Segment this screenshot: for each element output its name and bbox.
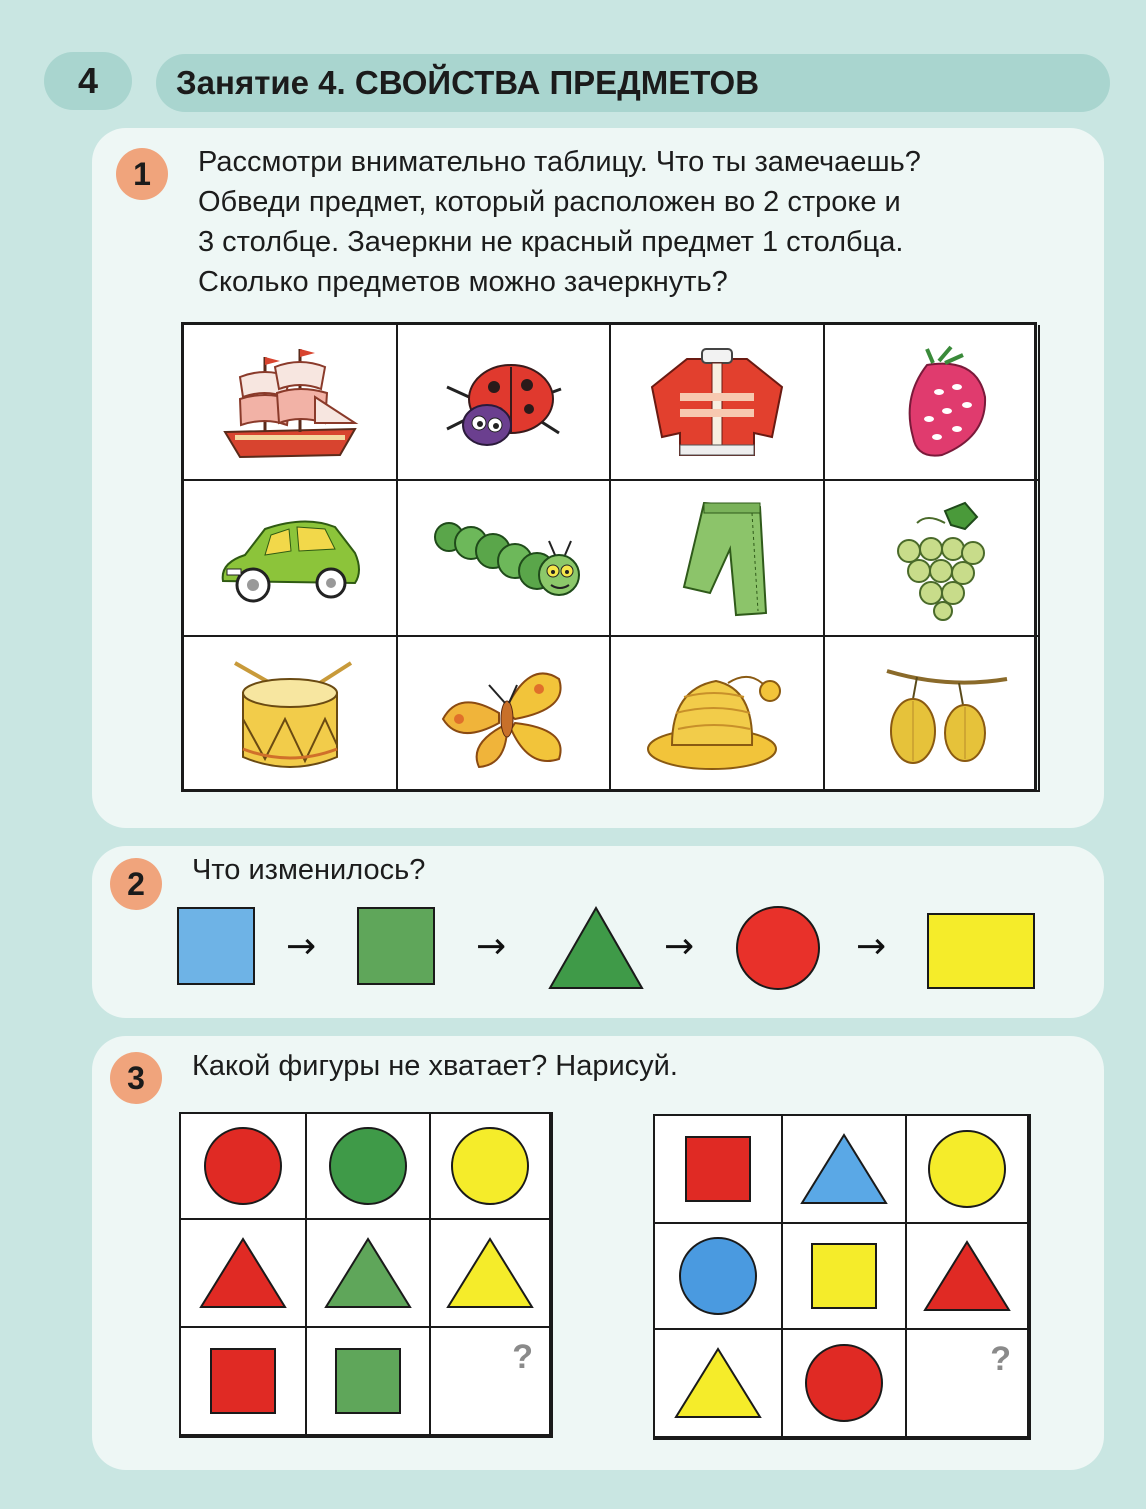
picture-cell[interactable] bbox=[825, 637, 1040, 792]
picture-cell[interactable] bbox=[184, 325, 398, 481]
shape-cell bbox=[181, 1220, 307, 1328]
shape-cell bbox=[307, 1114, 431, 1220]
trousers-icon bbox=[632, 493, 802, 623]
picture-cell[interactable] bbox=[611, 325, 825, 481]
red-square bbox=[211, 1349, 275, 1413]
sequence-shape bbox=[550, 908, 642, 988]
grapes-icon bbox=[847, 493, 1017, 623]
task1-number: 1 bbox=[116, 148, 168, 200]
yellow-circle bbox=[929, 1131, 1005, 1207]
sequence-shape bbox=[928, 914, 1034, 988]
shape-sequence bbox=[170, 900, 1050, 1000]
picture-cell[interactable] bbox=[184, 637, 398, 792]
shape-cell bbox=[307, 1220, 431, 1328]
shape-cell bbox=[307, 1328, 431, 1436]
task2-question: Что изменилось? bbox=[192, 854, 426, 886]
strawberry-icon bbox=[847, 337, 1017, 467]
shape-cell bbox=[431, 1114, 551, 1220]
shape-cell bbox=[907, 1116, 1029, 1224]
lesson-title-bar bbox=[156, 54, 1110, 112]
shape-cell bbox=[655, 1330, 783, 1438]
sequence-shape bbox=[178, 908, 254, 984]
picture-cell[interactable] bbox=[398, 481, 611, 637]
shape-cell bbox=[783, 1330, 907, 1438]
shape-cell bbox=[181, 1114, 307, 1220]
caterpillar-icon bbox=[419, 493, 589, 623]
picture-cell[interactable] bbox=[398, 325, 611, 481]
picture-cell[interactable] bbox=[611, 481, 825, 637]
blue-circle bbox=[680, 1238, 756, 1314]
shape-cell bbox=[783, 1224, 907, 1330]
red-triangle bbox=[201, 1239, 285, 1307]
task1-line: Рассмотри внимательно таблицу. Что ты замечаешь? bbox=[198, 146, 921, 178]
page-number: 4 bbox=[44, 52, 132, 110]
sequence-arrow: → bbox=[476, 926, 507, 967]
question-mark: ? bbox=[990, 1340, 1011, 1378]
right-shape-grid bbox=[653, 1114, 1031, 1440]
task3-number: 3 bbox=[110, 1052, 162, 1104]
left-shape-grid bbox=[179, 1112, 553, 1438]
picture-cell[interactable] bbox=[398, 637, 611, 792]
green-square bbox=[336, 1349, 400, 1413]
sequence-arrow: → bbox=[856, 926, 887, 967]
task1-text bbox=[198, 142, 1078, 302]
picture-cell[interactable] bbox=[825, 325, 1040, 481]
missing-shape-cell[interactable] bbox=[907, 1330, 1029, 1438]
sequence-shape bbox=[737, 907, 819, 989]
shape-cell bbox=[655, 1224, 783, 1330]
blue-triangle bbox=[802, 1135, 886, 1203]
green-circle bbox=[330, 1128, 406, 1204]
red-triangle bbox=[925, 1242, 1009, 1310]
yellow-triangle bbox=[448, 1239, 532, 1307]
task1-line: Сколько предметов можно зачеркнуть? bbox=[198, 266, 728, 298]
shape-cell bbox=[783, 1116, 907, 1224]
task2-number: 2 bbox=[110, 858, 162, 910]
task3-question: Какой фигуры не хватает? Нарисуй. bbox=[192, 1050, 678, 1082]
red-circle bbox=[205, 1128, 281, 1204]
lesson-title: Занятие 4. СВОЙСТВА ПРЕДМЕТОВ bbox=[176, 64, 760, 101]
shape-cell bbox=[181, 1328, 307, 1436]
sequence-arrow: → bbox=[664, 926, 695, 967]
yellow-square bbox=[812, 1244, 876, 1308]
gooseberry-icon bbox=[847, 649, 1017, 779]
yellow-circle bbox=[452, 1128, 528, 1204]
ladybug-icon bbox=[419, 337, 589, 467]
task1-line: 3 столбце. Зачеркни не красный предмет 1 столбца. bbox=[198, 226, 904, 258]
car-icon bbox=[205, 493, 375, 623]
ship-icon bbox=[205, 337, 375, 467]
red-square bbox=[686, 1137, 750, 1201]
picture-table bbox=[181, 322, 1037, 792]
shape-cell bbox=[655, 1116, 783, 1224]
green-triangle bbox=[326, 1239, 410, 1307]
jacket-icon bbox=[632, 337, 802, 467]
picture-cell[interactable] bbox=[184, 481, 398, 637]
missing-shape-cell[interactable] bbox=[431, 1328, 551, 1436]
red-circle bbox=[806, 1345, 882, 1421]
picture-cell[interactable] bbox=[825, 481, 1040, 637]
picture-cell[interactable] bbox=[611, 637, 825, 792]
sequence-shape bbox=[358, 908, 434, 984]
sequence-arrow: → bbox=[286, 926, 317, 967]
yellow-triangle bbox=[676, 1349, 760, 1417]
question-mark: ? bbox=[512, 1338, 533, 1376]
shape-cell bbox=[431, 1220, 551, 1328]
butterfly-icon bbox=[419, 649, 589, 779]
shape-cell bbox=[907, 1224, 1029, 1330]
task1-line: Обведи предмет, который расположен во 2 строке и bbox=[198, 186, 901, 218]
hat-icon bbox=[632, 649, 802, 779]
drum-icon bbox=[205, 649, 375, 779]
